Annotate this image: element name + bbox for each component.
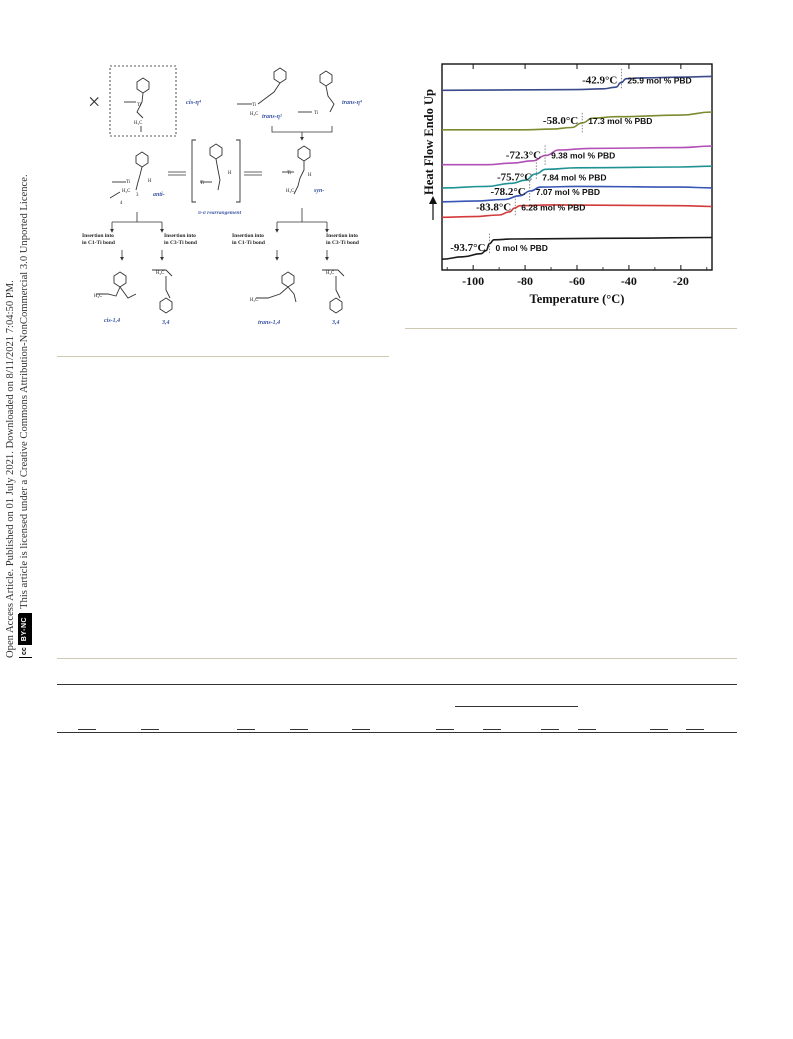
table-cell-rule xyxy=(436,729,454,730)
syn-structure xyxy=(282,146,310,194)
cc-badge-cc: cc xyxy=(18,644,32,657)
syn-h2c-atom: H₂C xyxy=(286,189,295,194)
table-cell-rule xyxy=(352,729,370,730)
anti-ti-atom: Ti xyxy=(126,180,131,185)
table-cell-rule xyxy=(650,729,668,730)
product-trans-14-structure xyxy=(256,272,296,302)
syn-label: syn- xyxy=(314,188,325,194)
composition-label: 7.84 mol % PBD xyxy=(542,172,607,183)
trans-eta4-label: trans-η⁴ xyxy=(342,100,363,106)
tg-label: -83.8°C xyxy=(475,201,512,214)
anti-c4: 4 xyxy=(120,201,123,206)
cis-h2c-product: H₂C xyxy=(94,294,103,299)
left-h2c-product: H₂C xyxy=(156,271,165,276)
scheme-rule xyxy=(57,356,389,357)
trans-eta2-ti-atom: Ti xyxy=(252,103,257,108)
cis-h2c-atom: H₂C xyxy=(134,121,143,126)
product-34-right-label: 3,4 xyxy=(332,320,340,326)
table-cell-rule xyxy=(237,729,255,730)
product-cis-14-label: cis-1,4 xyxy=(104,318,121,324)
x-tick-label: -60 xyxy=(569,274,585,288)
product-34-left-structure xyxy=(152,270,172,313)
tg-label: -72.3°C xyxy=(505,149,542,162)
tg-label: -93.7°C xyxy=(450,241,486,254)
rearrangement-label: π-σ rearrangement xyxy=(198,210,242,216)
tg-label: -42.9°C xyxy=(582,74,618,87)
dsc-chart xyxy=(404,60,739,310)
anti-h2c-atom: H₂C xyxy=(122,189,131,194)
table-cell-rule xyxy=(686,729,704,730)
syn-ti-atom: Ti xyxy=(287,171,292,176)
trans-eta2-h2c-atom: H₂C xyxy=(250,112,259,117)
trans-eta2-label: trans-η² xyxy=(262,114,282,120)
product-34-left-label: 3,4 xyxy=(162,320,170,326)
license-note[interactable]: This article is licensed under a Creative Commons Attribution-NonCommercial 3.0 Unported Licence. xyxy=(19,174,30,609)
insertion-c3-left-line1: Insertion into xyxy=(164,233,196,239)
composition-label: 17.3 mol % PBD xyxy=(588,115,653,126)
product-trans-14-label: trans-1,4 xyxy=(258,320,281,326)
anti-label: anti- xyxy=(153,192,165,198)
product-34-right-structure xyxy=(322,270,344,313)
chart-rule xyxy=(405,328,737,329)
insertion-c1-right-line1: Insertion into xyxy=(232,233,264,239)
trans-eta2-structure xyxy=(237,68,286,104)
table-top-rule xyxy=(57,658,737,659)
table-cell-rule xyxy=(290,729,308,730)
rearr-h-atom: H xyxy=(228,171,232,176)
trans-eta4-structure xyxy=(298,71,334,112)
trans-h2c-product: H₂C xyxy=(250,298,259,303)
cis-eta4-box xyxy=(110,66,176,136)
table-cell-rule xyxy=(578,729,596,730)
x-tick-label: -100 xyxy=(462,274,485,288)
right-h2c-product: H₂C xyxy=(326,271,335,276)
insertion-c3-right-line1: Insertion into xyxy=(326,233,358,239)
cis-eta4-label: cis-η⁴ xyxy=(186,99,202,106)
reaction-scheme xyxy=(82,62,382,347)
tg-label: -75.7°C xyxy=(496,171,533,184)
table-spanner-rule xyxy=(455,706,578,707)
syn-h-atom: H xyxy=(308,173,312,178)
rearr-ti-atom: Ti xyxy=(200,181,205,186)
table-cell-rule xyxy=(541,729,559,730)
rearrangement-bracket xyxy=(192,140,240,202)
y-axis-label: Heat Flow Endo Up xyxy=(422,89,436,195)
composition-label: 0 mol % PBD xyxy=(495,242,548,253)
x-tick-label: -80 xyxy=(517,274,534,288)
table-cell-rule xyxy=(141,729,159,730)
publication-note: Open Access Article. Published on 01 July 2021. Downloaded on 8/11/2021 7:04:50 PM. xyxy=(5,280,16,658)
composition-label: 7.07 mol % PBD xyxy=(535,187,600,198)
trans-eta4-ti-atom: Ti xyxy=(314,111,319,116)
composition-label: 9.38 mol % PBD xyxy=(551,150,616,161)
anti-h-atom: H xyxy=(148,179,152,184)
insertion-c1-left-line2: in C1-Ti bond xyxy=(82,240,115,246)
tg-label: -58.0°C xyxy=(542,114,579,127)
table-cell-rule xyxy=(78,729,96,730)
insertion-c1-left-line1: Insertion into xyxy=(82,233,114,239)
cc-badge-by: BY-NC xyxy=(18,614,32,644)
y-axis-arrow-head xyxy=(429,196,437,204)
cis-ti-atom: Ti xyxy=(137,103,142,108)
insertion-c1-right-line2: in C1-Ti bond xyxy=(232,240,265,246)
x-tick-label: -40 xyxy=(620,274,637,288)
x-axis-label: Temperature (°C) xyxy=(529,292,625,306)
insertion-c3-left-line2: in C3-Ti bond xyxy=(164,240,197,246)
composition-label: 25.9 mol % PBD xyxy=(627,75,692,86)
license-sidebar xyxy=(4,0,38,658)
x-tick-label: -20 xyxy=(672,274,689,288)
table-cell-rule xyxy=(483,729,501,730)
cc-license-badge[interactable] xyxy=(19,613,32,658)
table-body-rule xyxy=(57,732,737,733)
anti-c3: 3 xyxy=(136,193,139,198)
insertion-c3-right-line2: in C3-Ti bond xyxy=(326,240,359,246)
cross-mark: × xyxy=(88,89,101,114)
composition-label: 6.28 mol % PBD xyxy=(521,202,586,213)
tg-label: -78.2°C xyxy=(490,186,526,199)
table-header-rule xyxy=(57,684,737,685)
